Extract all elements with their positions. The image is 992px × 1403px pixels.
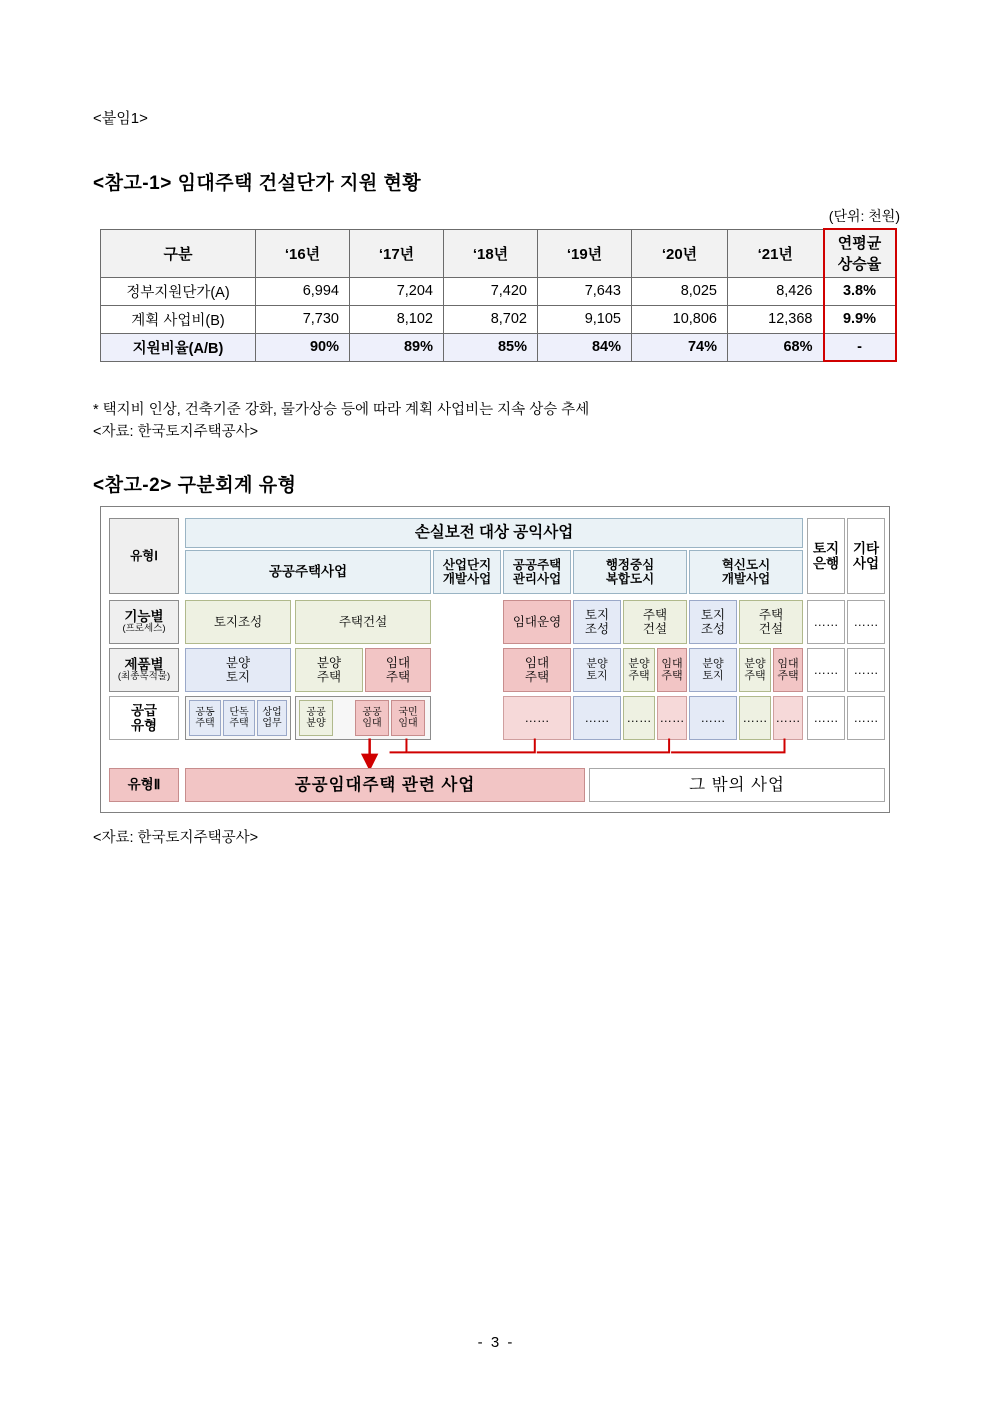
sp-det-line2: 주택 — [229, 718, 249, 729]
product-box-rental-housing — [365, 648, 431, 692]
bottom-box-public-rental-related: 공공임대주택 관련 사업 — [185, 768, 585, 802]
product-sublabel: (최종목적물) — [117, 671, 171, 683]
admincity-line2: 복합도시 — [605, 572, 655, 586]
fn-house2-line1: 주택 — [758, 608, 784, 622]
pd-renthouse-line2: 주택 — [385, 670, 411, 684]
function-label: 기능별 — [124, 609, 164, 625]
row-label-planned-cost: 계획 사업비(B) — [101, 305, 256, 333]
pd-ic-land-line1: 분양 — [702, 657, 724, 670]
sp-com-line2: 업무 — [262, 718, 282, 729]
table-row — [101, 277, 896, 305]
cell-ratio-2016: 90% — [256, 333, 350, 361]
business-column-housing-management — [503, 550, 571, 594]
pd-saleland-line2: 토지 — [225, 670, 251, 684]
pd-ic-rent-line2: 주택 — [777, 670, 799, 682]
sp-pubrent-line2: 임대 — [362, 718, 382, 729]
side-column-land-bank — [807, 518, 845, 594]
cell-ratio-avg-growth: - — [824, 333, 896, 361]
admincity-line1: 행정중심 — [605, 558, 655, 572]
otherbiz-line1: 기타 — [852, 540, 880, 556]
cell-b-2021: 12,368 — [728, 305, 824, 333]
supply-box-commercial — [257, 700, 287, 736]
reference-2-title: <참고-2> 구분회계 유형 — [93, 475, 297, 496]
cell-ratio-2017: 89% — [350, 333, 444, 361]
pd-rent2-line2: 주택 — [524, 670, 550, 684]
header-cell-2020: ‘20년 — [632, 229, 728, 277]
pd-ic-house-line1: 분양 — [744, 657, 766, 670]
cell-ratio-2021: 68% — [728, 333, 824, 361]
table-row — [101, 333, 896, 361]
fn-land2-line2: 조성 — [700, 622, 726, 636]
supply-box-management-ellipsis: …… — [503, 696, 571, 740]
product-box-sale-housing-admincity — [623, 648, 655, 692]
product-label: 제품별 — [124, 657, 164, 673]
business-column-industrial-complex — [433, 550, 501, 594]
function-box-landbank-ellipsis: …… — [807, 600, 845, 644]
product-box-landbank-ellipsis: …… — [807, 648, 845, 692]
management-line2: 관리사업 — [512, 572, 562, 586]
cell-ratio-2019: 84% — [538, 333, 632, 361]
table-footnote: * 택지비 인상, 건축기준 강화, 물가상승 등에 따라 계획 사업비는 지속 상승 추세 — [93, 402, 590, 418]
arrow-national-rental — [390, 738, 407, 752]
banner-public-interest: 손실보전 대상 공익사업 — [185, 518, 803, 548]
cell-b-2019: 9,105 — [538, 305, 632, 333]
sp-det-line1: 단독 — [229, 706, 249, 718]
pd-ac-rent-line1: 임대 — [661, 657, 683, 670]
pd-salehouse-line2: 주택 — [316, 670, 342, 684]
page-number: - 3 - — [477, 1334, 515, 1351]
product-box-sale-housing-innocity — [739, 648, 771, 692]
row-label-support-ratio: 지원비율(A/B) — [101, 333, 256, 361]
product-box-other-ellipsis: …… — [847, 648, 885, 692]
cell-a-2016: 6,994 — [256, 277, 350, 305]
cell-a-2021: 8,426 — [728, 277, 824, 305]
fn-land-line1: 토지 — [584, 608, 610, 622]
pd-ac-house-line2: 주택 — [628, 670, 650, 682]
supply-box-public-sale — [299, 700, 333, 736]
product-box-rental-housing-innocity — [773, 648, 803, 692]
reference-1-title: <참고-1> 임대주택 건설단가 지원 현황 — [93, 173, 422, 194]
sp-pubsale-line2: 분양 — [306, 718, 326, 729]
function-box-other-ellipsis: …… — [847, 600, 885, 644]
construction-cost-table — [100, 228, 897, 362]
cell-a-2018: 7,420 — [444, 277, 538, 305]
attachment-label: <붙임1> — [93, 110, 148, 127]
function-box-land-development-innocity — [689, 600, 737, 644]
pd-ac-rent-line2: 주택 — [661, 670, 683, 682]
cell-a-2020: 8,025 — [632, 277, 728, 305]
label-supply-row — [109, 696, 179, 740]
table-row — [101, 305, 896, 333]
fn-land-line2: 조성 — [584, 622, 610, 636]
sp-com-line1: 상업 — [262, 706, 282, 718]
header-cell-2021: ‘21년 — [728, 229, 824, 277]
header-avg-growth-line2: 상승율 — [837, 256, 882, 274]
header-cell-avg-growth — [824, 229, 896, 277]
pd-ic-land-line2: 토지 — [702, 670, 724, 682]
cell-a-avg-growth: 3.8% — [824, 277, 896, 305]
header-cell-2019: ‘19년 — [538, 229, 632, 277]
supply-box-admincity-sale-ellipsis: …… — [623, 696, 655, 740]
otherbiz-line2: 사업 — [852, 556, 880, 571]
product-box-sale-land-innocity — [689, 648, 737, 692]
product-box-rental-housing-admincity — [657, 648, 687, 692]
fn-house2-line2: 건설 — [758, 622, 784, 636]
supply-box-landbank-ellipsis: …… — [807, 696, 845, 740]
cell-b-2018: 8,702 — [444, 305, 538, 333]
side-column-other-business — [847, 518, 885, 594]
supply-box-national-rental — [391, 700, 425, 736]
management-line1: 공공주택 — [512, 558, 562, 572]
supply-box-apartment — [189, 700, 221, 736]
header-cell-2017: ‘17년 — [350, 229, 444, 277]
accounting-type-diagram — [100, 506, 890, 813]
sp-pubrent-line1: 공공 — [362, 706, 382, 718]
row-label-government-support: 정부지원단가(A) — [101, 277, 256, 305]
cell-b-avg-growth: 9.9% — [824, 305, 896, 333]
sp-apt-line2: 주택 — [195, 718, 215, 729]
landbank-line1: 토지 — [812, 540, 840, 556]
supply-box-admincity-rental-ellipsis: …… — [657, 696, 687, 740]
label-type-1: 유형Ⅰ — [109, 518, 179, 594]
function-box-land-development: 토지조성 — [185, 600, 291, 644]
table-source: <자료: 한국토지주택공사> — [93, 424, 259, 440]
cell-b-2020: 10,806 — [632, 305, 728, 333]
function-sublabel: (프로세스) — [122, 623, 166, 635]
pd-ac-house-line1: 분양 — [628, 657, 650, 670]
pd-ac-land-line1: 분양 — [586, 657, 608, 670]
function-box-rental-operation: 임대운영 — [503, 600, 571, 644]
product-box-sale-land-admincity — [573, 648, 621, 692]
fn-house-line2: 건설 — [642, 622, 668, 636]
supply-label-line2: 유형 — [130, 718, 158, 733]
pd-renthouse-line1: 임대 — [385, 656, 411, 670]
header-cell-2016: ‘16년 — [256, 229, 350, 277]
diagram-source: <자료: 한국토지주택공사> — [93, 830, 259, 846]
industrial-line2: 개발사업 — [442, 572, 492, 586]
supply-box-admincity-land-ellipsis: …… — [573, 696, 621, 740]
fn-land2-line1: 토지 — [700, 608, 726, 622]
supply-box-innocity-land-ellipsis: …… — [689, 696, 737, 740]
function-box-housing-construction-innocity — [739, 600, 803, 644]
pd-saleland-line1: 분양 — [225, 656, 251, 670]
header-cell-2018: ‘18년 — [444, 229, 538, 277]
pd-ac-land-line2: 토지 — [586, 670, 608, 682]
cell-a-2017: 7,204 — [350, 277, 444, 305]
table-header-row — [101, 229, 896, 277]
pd-rent2-line1: 임대 — [524, 656, 550, 670]
cell-a-2019: 7,643 — [538, 277, 632, 305]
cell-b-2017: 8,102 — [350, 305, 444, 333]
header-avg-growth-line1: 연평균 — [837, 235, 882, 253]
arrow-management — [407, 738, 534, 752]
label-type-2: 유형Ⅱ — [109, 768, 179, 802]
unit-note: (단위: 천원) — [828, 208, 900, 224]
supply-box-detached-house — [223, 700, 255, 736]
pd-salehouse-line1: 분양 — [316, 656, 342, 670]
innocity-line2: 개발사업 — [721, 572, 771, 586]
sp-natrent-line2: 임대 — [398, 718, 418, 729]
landbank-line2: 은행 — [812, 556, 840, 571]
pd-ic-house-line2: 주택 — [744, 670, 766, 682]
function-box-housing-construction-admincity — [623, 600, 687, 644]
cell-ratio-2018: 85% — [444, 333, 538, 361]
pd-ic-rent-line1: 임대 — [777, 657, 799, 670]
business-column-administrative-city — [573, 550, 687, 594]
supply-box-innocity-rental-ellipsis: …… — [773, 696, 803, 740]
industrial-line1: 산업단지 — [442, 558, 492, 572]
header-cell-category: 구분 — [101, 229, 256, 277]
supply-box-other-ellipsis2: …… — [847, 696, 885, 740]
cell-ratio-2020: 74% — [632, 333, 728, 361]
business-column-innovation-city — [689, 550, 803, 594]
arrow-innocity — [671, 738, 784, 752]
supply-box-public-rental — [355, 700, 389, 736]
construction-cost-table-wrapper — [100, 228, 895, 362]
sp-natrent-line1: 국민 — [398, 706, 418, 718]
supply-label-line1: 공급 — [130, 702, 158, 718]
product-box-sale-housing — [295, 648, 363, 692]
label-product-row — [109, 648, 179, 692]
business-column-public-housing: 공공주택사업 — [185, 550, 431, 594]
fn-house-line1: 주택 — [642, 608, 668, 622]
innocity-line1: 혁신도시 — [721, 558, 771, 572]
label-function-row — [109, 600, 179, 644]
cell-b-2016: 7,730 — [256, 305, 350, 333]
supply-box-innocity-sale-ellipsis: …… — [739, 696, 771, 740]
product-box-rental-housing-management — [503, 648, 571, 692]
function-box-land-development-admincity — [573, 600, 621, 644]
function-box-housing-construction: 주택건설 — [295, 600, 431, 644]
arrow-admincity — [537, 738, 669, 752]
product-box-sale-land — [185, 648, 291, 692]
sp-apt-line1: 공동 — [195, 706, 215, 718]
sp-pubsale-line1: 공공 — [306, 706, 326, 718]
bottom-box-other-business: 그 밖의 사업 — [589, 768, 885, 802]
